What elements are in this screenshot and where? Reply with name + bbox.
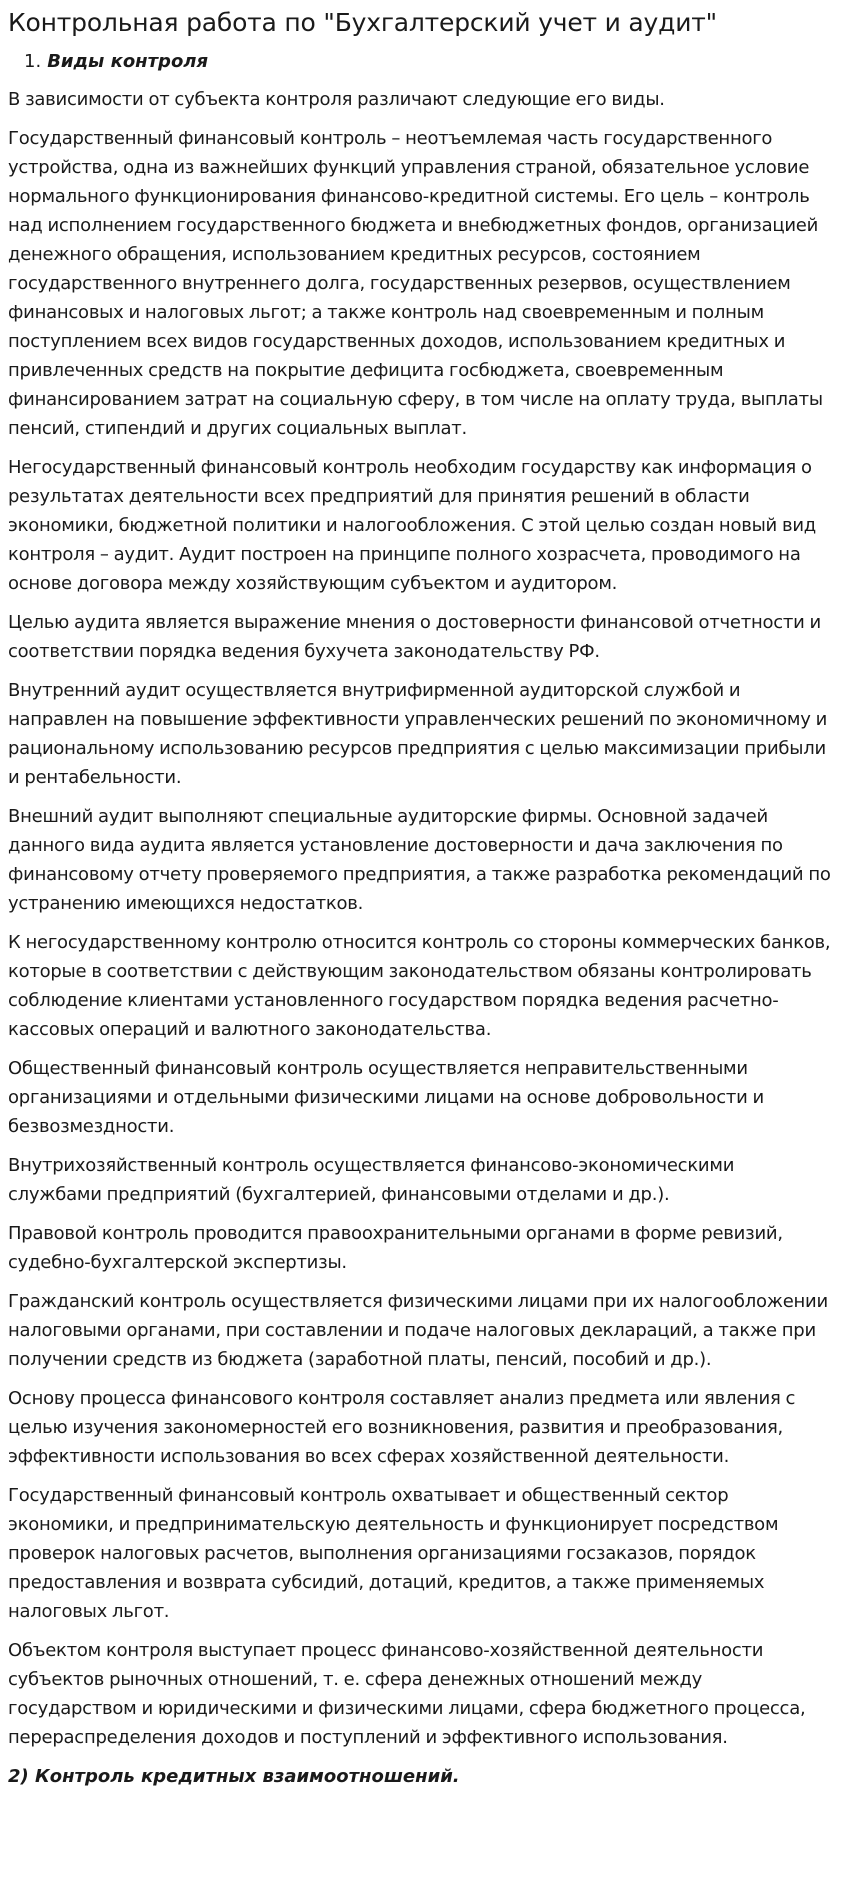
section-1-item bbox=[24, 48, 831, 75]
section-list bbox=[8, 48, 831, 75]
paragraph: Общественный финансовый контроль осуществляется неправительственными организациями и отдельными физическими лицами на основе добровольности и безвозмездности. bbox=[8, 1058, 764, 1137]
paragraph: Государственный финансовый контроль – неотъемлемая часть государственного устройства, одна из важнейших функций управления страной, обязательное условие нормального функционирования финансово-кредитной системы. Его цель – контроль над исполнением государственного бюджета и внебюджетных фондов, организацией денежного обращения, использованием кредитных ресурсов, состоянием государственного внутреннего долга, государственных резервов, осуществлением финансовых и налоговых льгот; а также контроль над своевременным и полным поступлением всех видов государственных доходов, использованием кредитных и привлеченных средств на покрытие дефицита госбюджета, своевременным финансированием затрат на социальную сферу, в том числе на оплату труда, выплаты пенсий, стипендий и других социальных выплат. bbox=[8, 128, 823, 439]
paragraph: Внутренний аудит осуществляется внутрифирменной аудиторской службой и направлен на повышение эффективности управленческих решений по экономичному и рациональному использованию ресурсов предприятия с целью максимизации прибыли и рентабельности. bbox=[8, 680, 828, 788]
section-1-title: Виды контроля bbox=[47, 51, 209, 72]
paragraph: Внутрихозяйственный контроль осуществляется финансово-экономическими службами предприятий (бухгалтерией, финансовыми отделами и др.). bbox=[8, 1155, 735, 1205]
document-title: Контрольная работа по "Бухгалтерский учет и аудит" bbox=[8, 8, 717, 37]
paragraph: Гражданский контроль осуществляется физическими лицами при их налогообложении налоговыми органами, при составлении и подаче налоговых деклараций, а также при получении средств из бюджета (заработной платы, пенсий, пособий и др.). bbox=[8, 1291, 828, 1370]
section-1-number: 1. bbox=[24, 51, 42, 72]
paragraph: В зависимости от субъекта контроля различают следующие его виды. bbox=[8, 89, 665, 110]
paragraph: Целью аудита является выражение мнения о достоверности финансовой отчетности и соответствии порядка ведения бухучета законодательству РФ. bbox=[8, 612, 821, 662]
paragraph: Негосударственный финансовый контроль необходим государству как информация о результатах деятельности всех предприятий для принятия решений в области экономики, бюджетной политики и налогообложения. С этой целью создан новый вид контроля – аудит. Аудит построен на принципе полного хозрасчета, проводимого на основе договора между хозяйствующим субъектом и аудитором. bbox=[8, 457, 816, 594]
paragraph: Правовой контроль проводится правоохранительными органами в форме ревизий, судебно-бухгалтерской экспертизы. bbox=[8, 1223, 783, 1273]
paragraph: Государственный финансовый контроль охватывает и общественный сектор экономики, и предпринимательскую деятельность и функционирует посредством проверок налоговых расчетов, выполнения организациями госзаказов, порядок предоставления и возврата субсидий, дотаций, кредитов, а также применяемых налоговых льгот. bbox=[8, 1485, 779, 1622]
document-body bbox=[8, 85, 831, 1791]
paragraph: Основу процесса финансового контроля составляет анализ предмета или явления с целью изучения закономерностей его возникновения, развития и преобразования, эффективности использования во всех сферах хозяйственной деятельности. bbox=[8, 1388, 796, 1467]
paragraph: Внешний аудит выполняют специальные аудиторские фирмы. Основной задачей данного вида аудита является установление достоверности и дача заключения по финансовому отчету проверяемого предприятия, а также разработка рекомендаций по устранению имеющихся недостатков. bbox=[8, 806, 831, 914]
paragraph: К негосударственному контролю относится контроль со стороны коммерческих банков, которые в соответствии с действующим законодательством обязаны контролировать соблюдение клиентами установленного государством порядка ведения расчетно-кассовых операций и валютного законодательства. bbox=[8, 932, 831, 1040]
section-2-heading: 2) Контроль кредитных взаимоотношений. bbox=[8, 1766, 460, 1787]
paragraph: Объектом контроля выступает процесс финансово-хозяйственной деятельности субъектов рыночных отношений, т. е. сфера денежных отношений между государством и юридическими и физическими лицами, сфера бюджетного процесса, перераспределения доходов и поступлений и эффективного использования. bbox=[8, 1640, 806, 1748]
